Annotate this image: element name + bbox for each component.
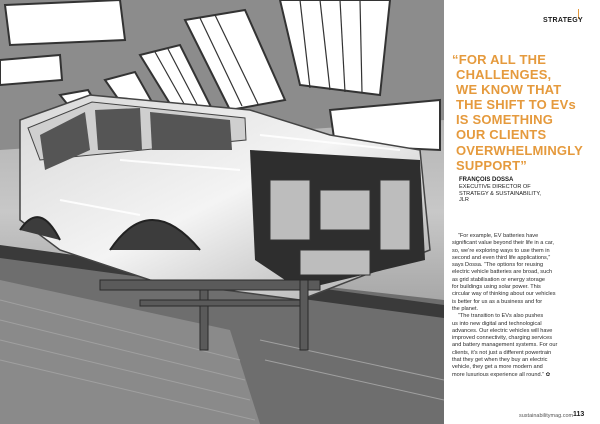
body-line: as grid stabilisation or energy storage xyxy=(452,276,545,283)
attribution-role-line: JLR xyxy=(459,197,469,204)
body-line: advances. Our electric vehicles will have xyxy=(452,327,553,334)
pull-quote-line: OVERWHELMINGLY xyxy=(456,142,584,158)
body-line: so, we’re exploring ways to use them in xyxy=(452,247,550,254)
body-line: the planet. xyxy=(452,305,479,312)
pull-quote-line: “FOR ALL THE xyxy=(452,52,547,67)
site-url[interactable]: sustainabilitymag.com xyxy=(519,413,574,419)
body-line: “For example, EV batteries have xyxy=(458,233,539,239)
body-line: is better for us as a business and for xyxy=(452,298,543,305)
attribution-role xyxy=(459,184,541,204)
page-number: 113 xyxy=(573,411,585,418)
body-line: significant value beyond their life in a car, xyxy=(452,240,554,247)
section-label: STRATEGY xyxy=(543,17,583,24)
attribution-role-line: EXECUTIVE DIRECTOR OF xyxy=(459,184,531,190)
body-line: second and even third life applications,” xyxy=(452,254,551,261)
body-line: for buildings using solar power. This xyxy=(452,284,541,291)
pull-quote-line: IS SOMETHING xyxy=(456,112,554,128)
pull-quote xyxy=(452,52,592,173)
body-line: clients, it’s not just a different powertrain xyxy=(452,349,552,356)
pull-quote-line: WE KNOW THAT xyxy=(456,82,562,98)
pull-quote-line: CHALLENGES, xyxy=(456,67,552,83)
pull-quote-line: SUPPORT” xyxy=(456,157,527,173)
body-line: more luxurious experience all round.” ✿ xyxy=(452,371,551,378)
body-line: vehicle, they get a more modern and xyxy=(452,364,543,371)
body-line: says Dossa. “The options for reusing xyxy=(452,262,544,269)
body-line: that they get when they buy an electric xyxy=(452,357,548,364)
body-line: “The transition to EVs also pushes xyxy=(458,313,544,320)
body-line: us into new digital and technological xyxy=(452,320,542,327)
body-line: improved connectivity, charging services xyxy=(452,335,553,342)
pull-quote-line: OUR CLIENTS xyxy=(456,127,547,143)
body-line: and battery management systems. For our xyxy=(452,342,558,349)
body-line: electric vehicle batteries are broad, such xyxy=(452,269,553,276)
body-line: circular way of thinking about our vehicles xyxy=(452,291,556,298)
attribution-name: FRANÇOIS DOSSA xyxy=(459,177,514,183)
pull-quote-line: THE SHIFT TO EVs xyxy=(456,97,576,113)
article-body xyxy=(452,233,592,379)
attribution-role-line: STRATEGY & SUSTAINABILITY, xyxy=(459,190,541,197)
